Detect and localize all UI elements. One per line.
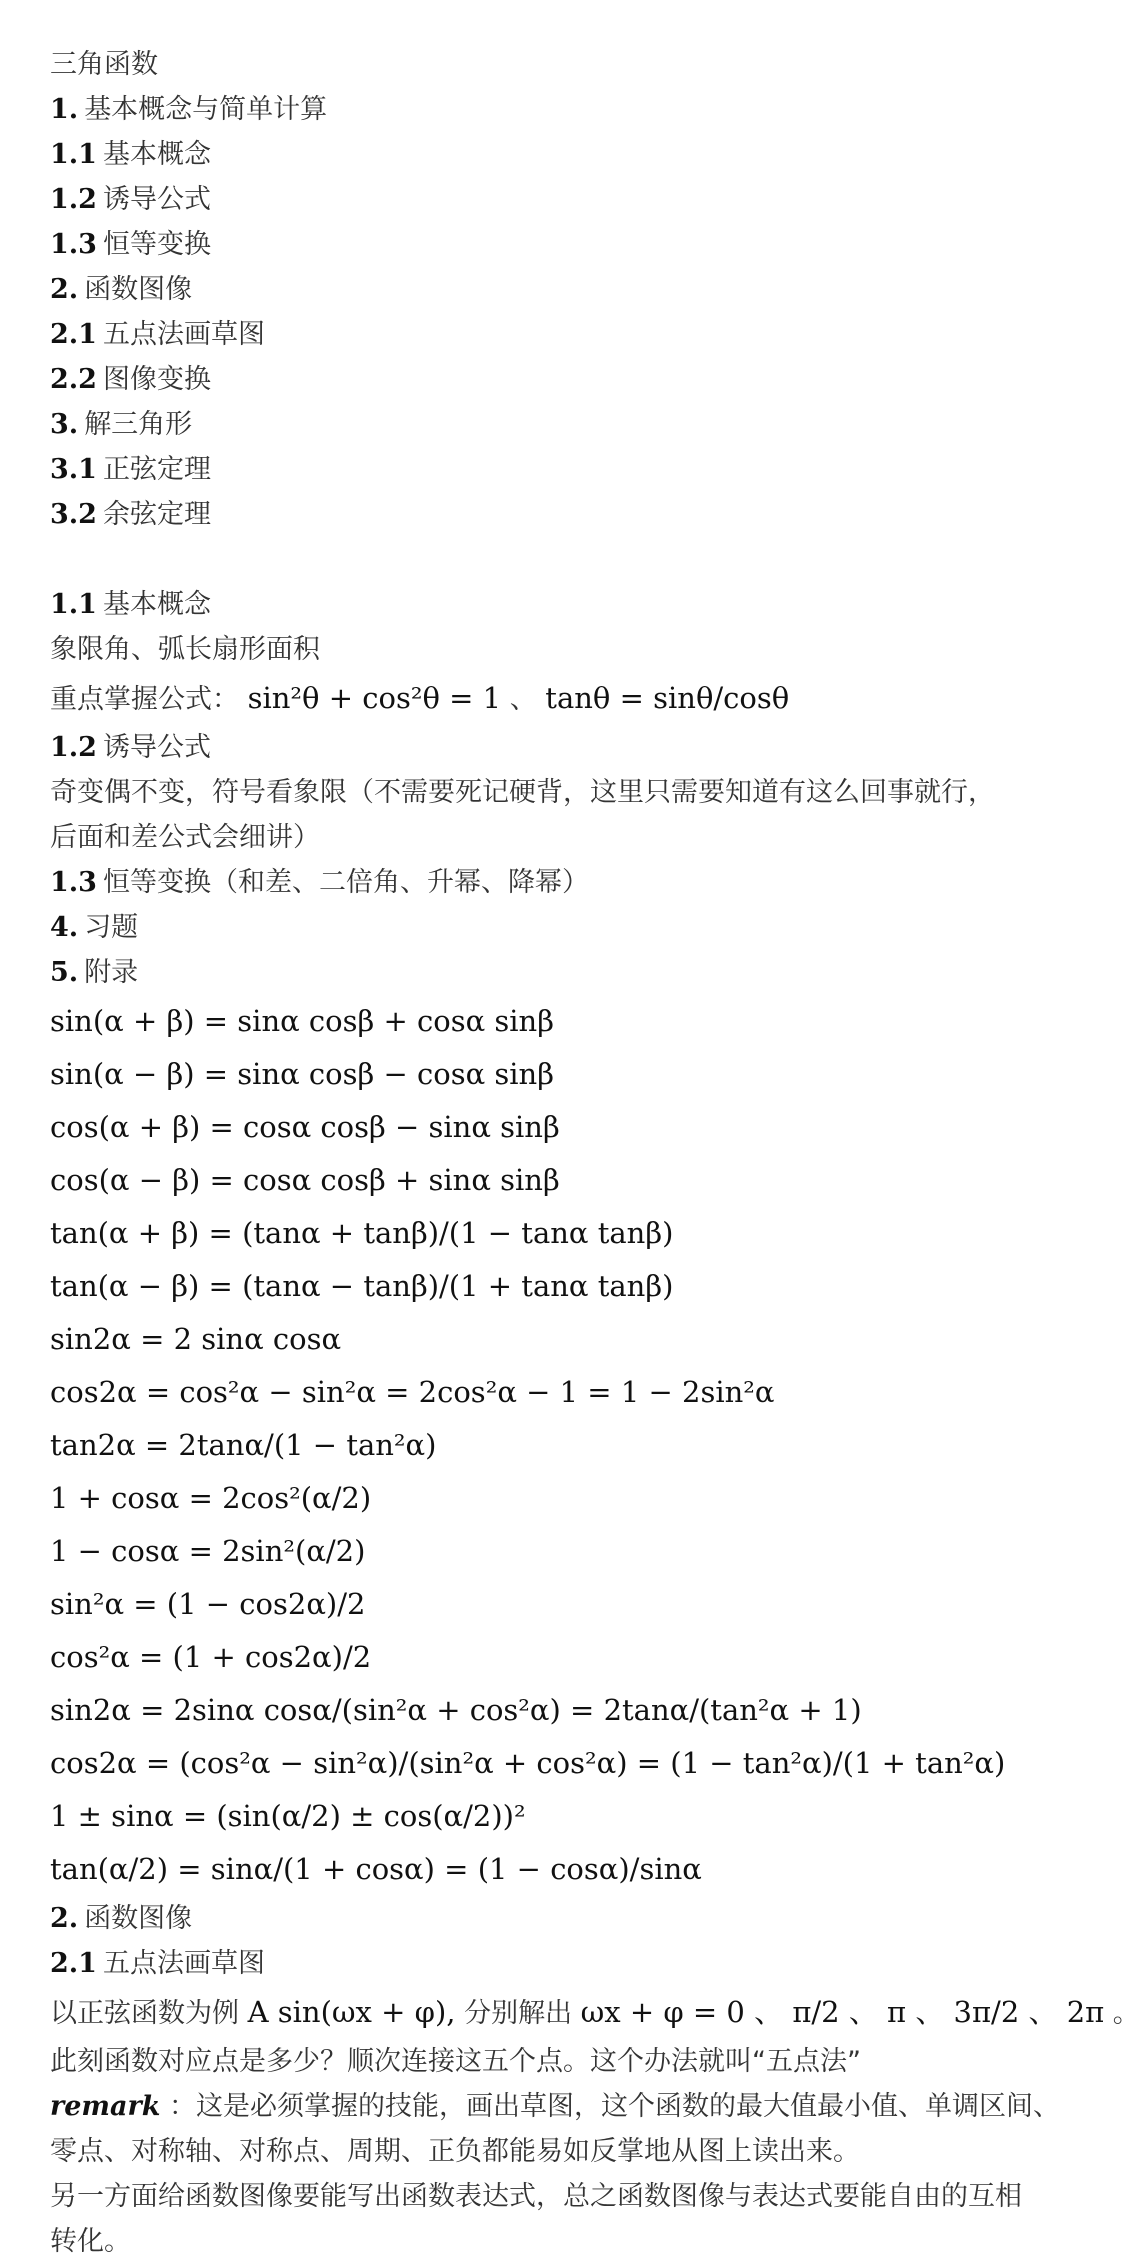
toc-item-title: 五点法画草图 bbox=[102, 319, 265, 350]
toc-item-title: 图像变换 bbox=[102, 364, 211, 395]
section-number: 1.3 bbox=[50, 867, 97, 898]
toc-item bbox=[50, 267, 1080, 312]
key-formula-line bbox=[50, 672, 1080, 725]
paragraph: 转化。 bbox=[50, 2226, 131, 2257]
toc-item bbox=[50, 177, 1080, 222]
toc-item bbox=[50, 312, 1080, 357]
toc-item-title: 诱导公式 bbox=[102, 184, 211, 215]
formula-row: cos(α + β) = cosα cosβ − sinα sinβ bbox=[50, 1110, 560, 1144]
toc-item bbox=[50, 132, 1080, 177]
section-heading bbox=[50, 1896, 1080, 1941]
toc-item-number: 1.3 bbox=[50, 229, 97, 260]
text-fragment: 。 bbox=[1104, 1998, 1140, 2029]
section-title: 基本概念 bbox=[102, 589, 211, 620]
formula: sin²θ + cos²θ = 1 bbox=[247, 681, 502, 715]
toc-item-title: 基本概念与简单计算 bbox=[84, 94, 328, 125]
formula-row: sin2α = 2sinα cosα/(sin²α + cos²α) = 2tanα/(tan²α + 1) bbox=[50, 1693, 862, 1727]
section-title: 函数图像 bbox=[84, 1903, 193, 1934]
section-number: 4. bbox=[50, 912, 79, 943]
paragraph: 零点、对称轴、对称点、周期、正负都能易如反掌地从图上读出来。 bbox=[50, 2136, 860, 2167]
toc-item-title: 基本概念 bbox=[102, 139, 211, 170]
formula-list bbox=[50, 995, 1080, 1896]
key-label: 重点掌握公式： bbox=[50, 684, 239, 715]
section-title: 习题 bbox=[84, 912, 139, 943]
formula-row: cos(α − β) = cosα cosβ + sinα sinβ bbox=[50, 1163, 560, 1197]
text-fragment: 以正弦函数为例 bbox=[50, 1998, 248, 2029]
formula: A sin(ωx + φ), bbox=[247, 1995, 456, 2029]
section-number: 2. bbox=[50, 1903, 79, 1934]
section-heading bbox=[50, 1941, 1080, 1986]
spacer bbox=[50, 537, 1080, 582]
section-title: 附录 bbox=[84, 957, 139, 988]
toc-item-number: 3. bbox=[50, 409, 79, 440]
doc-title: 三角函数 bbox=[50, 49, 158, 80]
formula-row: sin(α − β) = sinα cosβ − cosα sinβ bbox=[50, 1057, 554, 1091]
toc-item-title: 余弦定理 bbox=[102, 499, 211, 530]
section-title: 恒等变换（和差、二倍角、升幂、降幂） bbox=[102, 867, 589, 898]
section-title: 诱导公式 bbox=[102, 732, 211, 763]
remark-line bbox=[50, 2084, 1080, 2129]
formula: ωx + φ = 0 、 π/2 、 π 、 3π/2 、 2π bbox=[580, 1995, 1105, 2029]
formula-row: tan(α − β) = (tanα − tanβ)/(1 + tanα tanβ) bbox=[50, 1269, 674, 1303]
text-fragment: ：这是必须掌握的技能，画出草图，这个函数的最大值最小值、单调区间、 bbox=[160, 2091, 1060, 2122]
paragraph: 此刻函数对应点是多少？顺次连接这五个点。这个办法就叫“五点法” bbox=[50, 2046, 861, 2077]
toc-item-number: 2. bbox=[50, 274, 79, 305]
section-heading bbox=[50, 725, 1080, 770]
section-title: 五点法画草图 bbox=[102, 1948, 265, 1979]
paragraph bbox=[50, 1986, 1140, 2039]
formula-row: 1 + cosα = 2cos²(α/2) bbox=[50, 1481, 372, 1515]
toc-item-number: 1.2 bbox=[50, 184, 97, 215]
toc-item-title: 函数图像 bbox=[84, 274, 193, 305]
formula-row: tan2α = 2tanα/(1 − tan²α) bbox=[50, 1428, 437, 1462]
toc-item-title: 恒等变换 bbox=[102, 229, 211, 260]
formula-row: sin(α + β) = sinα cosβ + cosα sinβ bbox=[50, 1004, 554, 1038]
section-heading bbox=[50, 582, 1080, 627]
section-number: 1.2 bbox=[50, 732, 97, 763]
toc-item-number: 3.1 bbox=[50, 454, 97, 485]
paragraph: 奇变偶不变，符号看象限（不需要死记硬背，这里只需要知道有这么回事就行， bbox=[50, 777, 995, 808]
section-heading bbox=[50, 905, 1080, 950]
toc-item bbox=[50, 357, 1080, 402]
toc-item-title: 正弦定理 bbox=[102, 454, 211, 485]
formula-row: cos2α = cos²α − sin²α = 2cos²α − 1 = 1 − 2sin²α bbox=[50, 1375, 775, 1409]
formula-row: sin2α = 2 sinα cosα bbox=[50, 1322, 342, 1356]
formula-row: sin²α = (1 − cos2α)/2 bbox=[50, 1587, 366, 1621]
formula-row: tan(α/2) = sinα/(1 + cosα) = (1 − cosα)/sinα bbox=[50, 1852, 702, 1886]
separator: 、 bbox=[509, 684, 537, 715]
toc-item-number: 2.2 bbox=[50, 364, 97, 395]
text-fragment: 分别解出 bbox=[455, 1998, 581, 2029]
toc-item bbox=[50, 87, 1080, 132]
formula-row: cos²α = (1 + cos2α)/2 bbox=[50, 1640, 372, 1674]
formula-row: 1 − cosα = 2sin²(α/2) bbox=[50, 1534, 366, 1568]
toc-item bbox=[50, 402, 1080, 447]
formula: tanθ = sinθ/cosθ bbox=[545, 681, 790, 715]
section-number: 1.1 bbox=[50, 589, 97, 620]
toc-item-title: 解三角形 bbox=[84, 409, 193, 440]
document-page bbox=[50, 42, 1140, 2264]
toc-item bbox=[50, 492, 1080, 537]
toc-item-number: 1.1 bbox=[50, 139, 97, 170]
formula-row: tan(α + β) = (tanα + tanβ)/(1 − tanα tanβ) bbox=[50, 1216, 674, 1250]
toc-item bbox=[50, 447, 1080, 492]
toc-item-number: 2.1 bbox=[50, 319, 97, 350]
paragraph: 象限角、弧长扇形面积 bbox=[50, 634, 320, 665]
toc-item bbox=[50, 222, 1080, 267]
toc-item-number: 3.2 bbox=[50, 499, 97, 530]
table-of-contents bbox=[50, 87, 1080, 537]
section-number: 5. bbox=[50, 957, 79, 988]
section-heading bbox=[50, 860, 1080, 905]
paragraph: 另一方面给函数图像要能写出函数表达式，总之函数图像与表达式要能自由的互相 bbox=[50, 2181, 1022, 2212]
paragraph: 后面和差公式会细讲） bbox=[50, 822, 320, 853]
section-heading bbox=[50, 950, 1080, 995]
toc-item-number: 1. bbox=[50, 94, 79, 125]
formula-row: 1 ± sinα = (sin(α/2) ± cos(α/2))² bbox=[50, 1799, 526, 1833]
remark-label: remark bbox=[50, 2091, 161, 2122]
formula-row: cos2α = (cos²α − sin²α)/(sin²α + cos²α) = (1 − tan²α)/(1 + tan²α) bbox=[50, 1746, 1006, 1780]
section-number: 2.1 bbox=[50, 1948, 97, 1979]
